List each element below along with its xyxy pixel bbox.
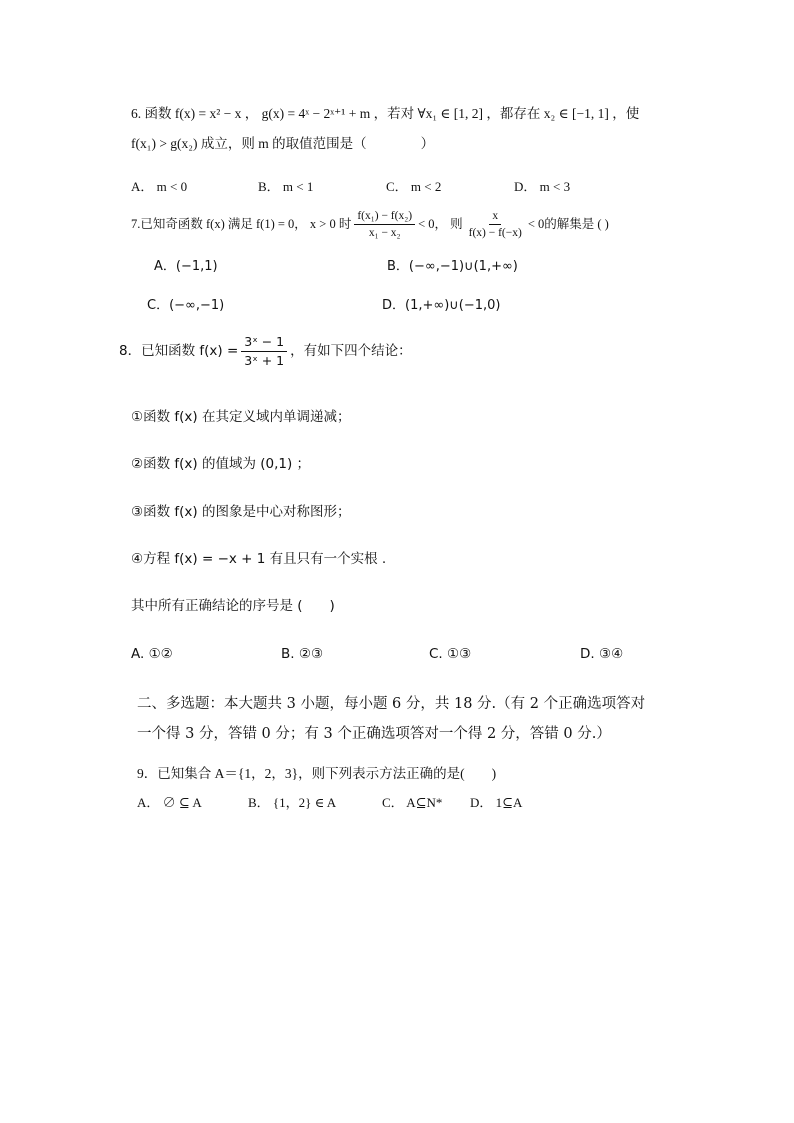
q8-option-b: B. ②③ xyxy=(281,646,324,662)
q9-stem: 9．已知集合 A＝{1，2，3}，则下列表示方法正确的是( ) xyxy=(137,766,497,781)
q6-option-b: B． m < 1 xyxy=(258,179,314,194)
q8-question: 其中所有正确结论的序号是 ( ) xyxy=(131,598,335,614)
q6-stem-line1: 6. 函数 f(x) = x² − x ， g(x) = 4ˣ − 2ˣ⁺¹ + m ，若对 ∀x₁ ∈ [1, 2] ，都存在 x₂ ∈ [−1, 1] ，使 xyxy=(131,106,640,121)
q8-statement-4: ④方程 f(x) = −x + 1 有且只有一个实根 . xyxy=(131,551,387,567)
q6-option-d: D． m < 3 xyxy=(514,179,571,194)
q7-fraction-1-numerator: f(x₁) − f(x₂) xyxy=(354,209,415,225)
q9-option-c: C． A⊆N* xyxy=(382,795,443,810)
q8-stem-suffix: ，有如下四个结论： xyxy=(290,343,412,359)
q7-option-b: B．(−∞,−1)∪(1,+∞) xyxy=(387,259,518,274)
q7-fraction-2-denominator: f(x) − f(−x) xyxy=(468,226,522,239)
q8-option-d: D. ③④ xyxy=(580,646,624,662)
q8-option-c: C. ①③ xyxy=(429,646,472,662)
q6-option-c: C． m < 2 xyxy=(386,179,442,194)
q8-fraction xyxy=(241,334,287,369)
q9-option-a: A． ∅ ⊆ A xyxy=(137,795,202,810)
q8-statement-2: ②函数 f(x) 的值域为 (0,1) ； xyxy=(131,456,311,472)
q7-option-d: D．(1,+∞)∪(−1,0) xyxy=(382,298,501,313)
q9-option-b: B． {1，2} ∈ A xyxy=(248,795,337,810)
q6-option-a: A． m < 0 xyxy=(131,179,188,194)
q8-statement-1: ①函数 f(x) 在其定义域内单调递减； xyxy=(131,409,351,425)
q7-fraction-2 xyxy=(466,209,525,240)
q9-option-d: D． 1⊆A xyxy=(470,795,523,810)
q8-fraction-denominator: 3ˣ + 1 xyxy=(244,352,285,368)
q7-fraction-2-numerator: x xyxy=(489,209,501,225)
q8-statement-3: ③函数 f(x) 的图象是中心对称图形； xyxy=(131,504,351,520)
q6-stem-line2: f(x₁) > g(x₂) 成立，则 m 的取值范围是（ ） xyxy=(131,136,435,151)
q7-option-c: C．(−∞,−1) xyxy=(147,298,225,313)
q7-stem-middle: < 0， 则 xyxy=(418,217,463,231)
q8-stem-prefix: 8．已知函数 f(x) = xyxy=(119,343,239,359)
q7-fraction-1-denominator: x₁ − x₂ xyxy=(368,226,401,239)
section2-heading-line2: 一个得 3 分，答错 0 分；有 3 个正确选项答对一个得 2 分，答错 0 分.） xyxy=(137,726,611,742)
q7-stem-suffix: < 0的解集是 ( ) xyxy=(527,217,609,231)
q7-stem-prefix: 7.已知奇函数 f(x) 满足 f(1) = 0， x > 0 时 xyxy=(131,217,352,231)
q7-fraction-1 xyxy=(354,209,415,240)
section2-heading-line1: 二、多选题：本大题共 3 小题，每小题 6 分，共 18 分.（有 2 个正确选项答对 xyxy=(137,696,646,712)
q8-option-a: A. ①② xyxy=(131,646,173,662)
q8-fraction-numerator: 3ˣ − 1 xyxy=(241,334,287,352)
q7-stem xyxy=(131,208,609,240)
q8-stem xyxy=(119,332,412,370)
q7-option-a: A．(−1,1) xyxy=(154,259,218,274)
